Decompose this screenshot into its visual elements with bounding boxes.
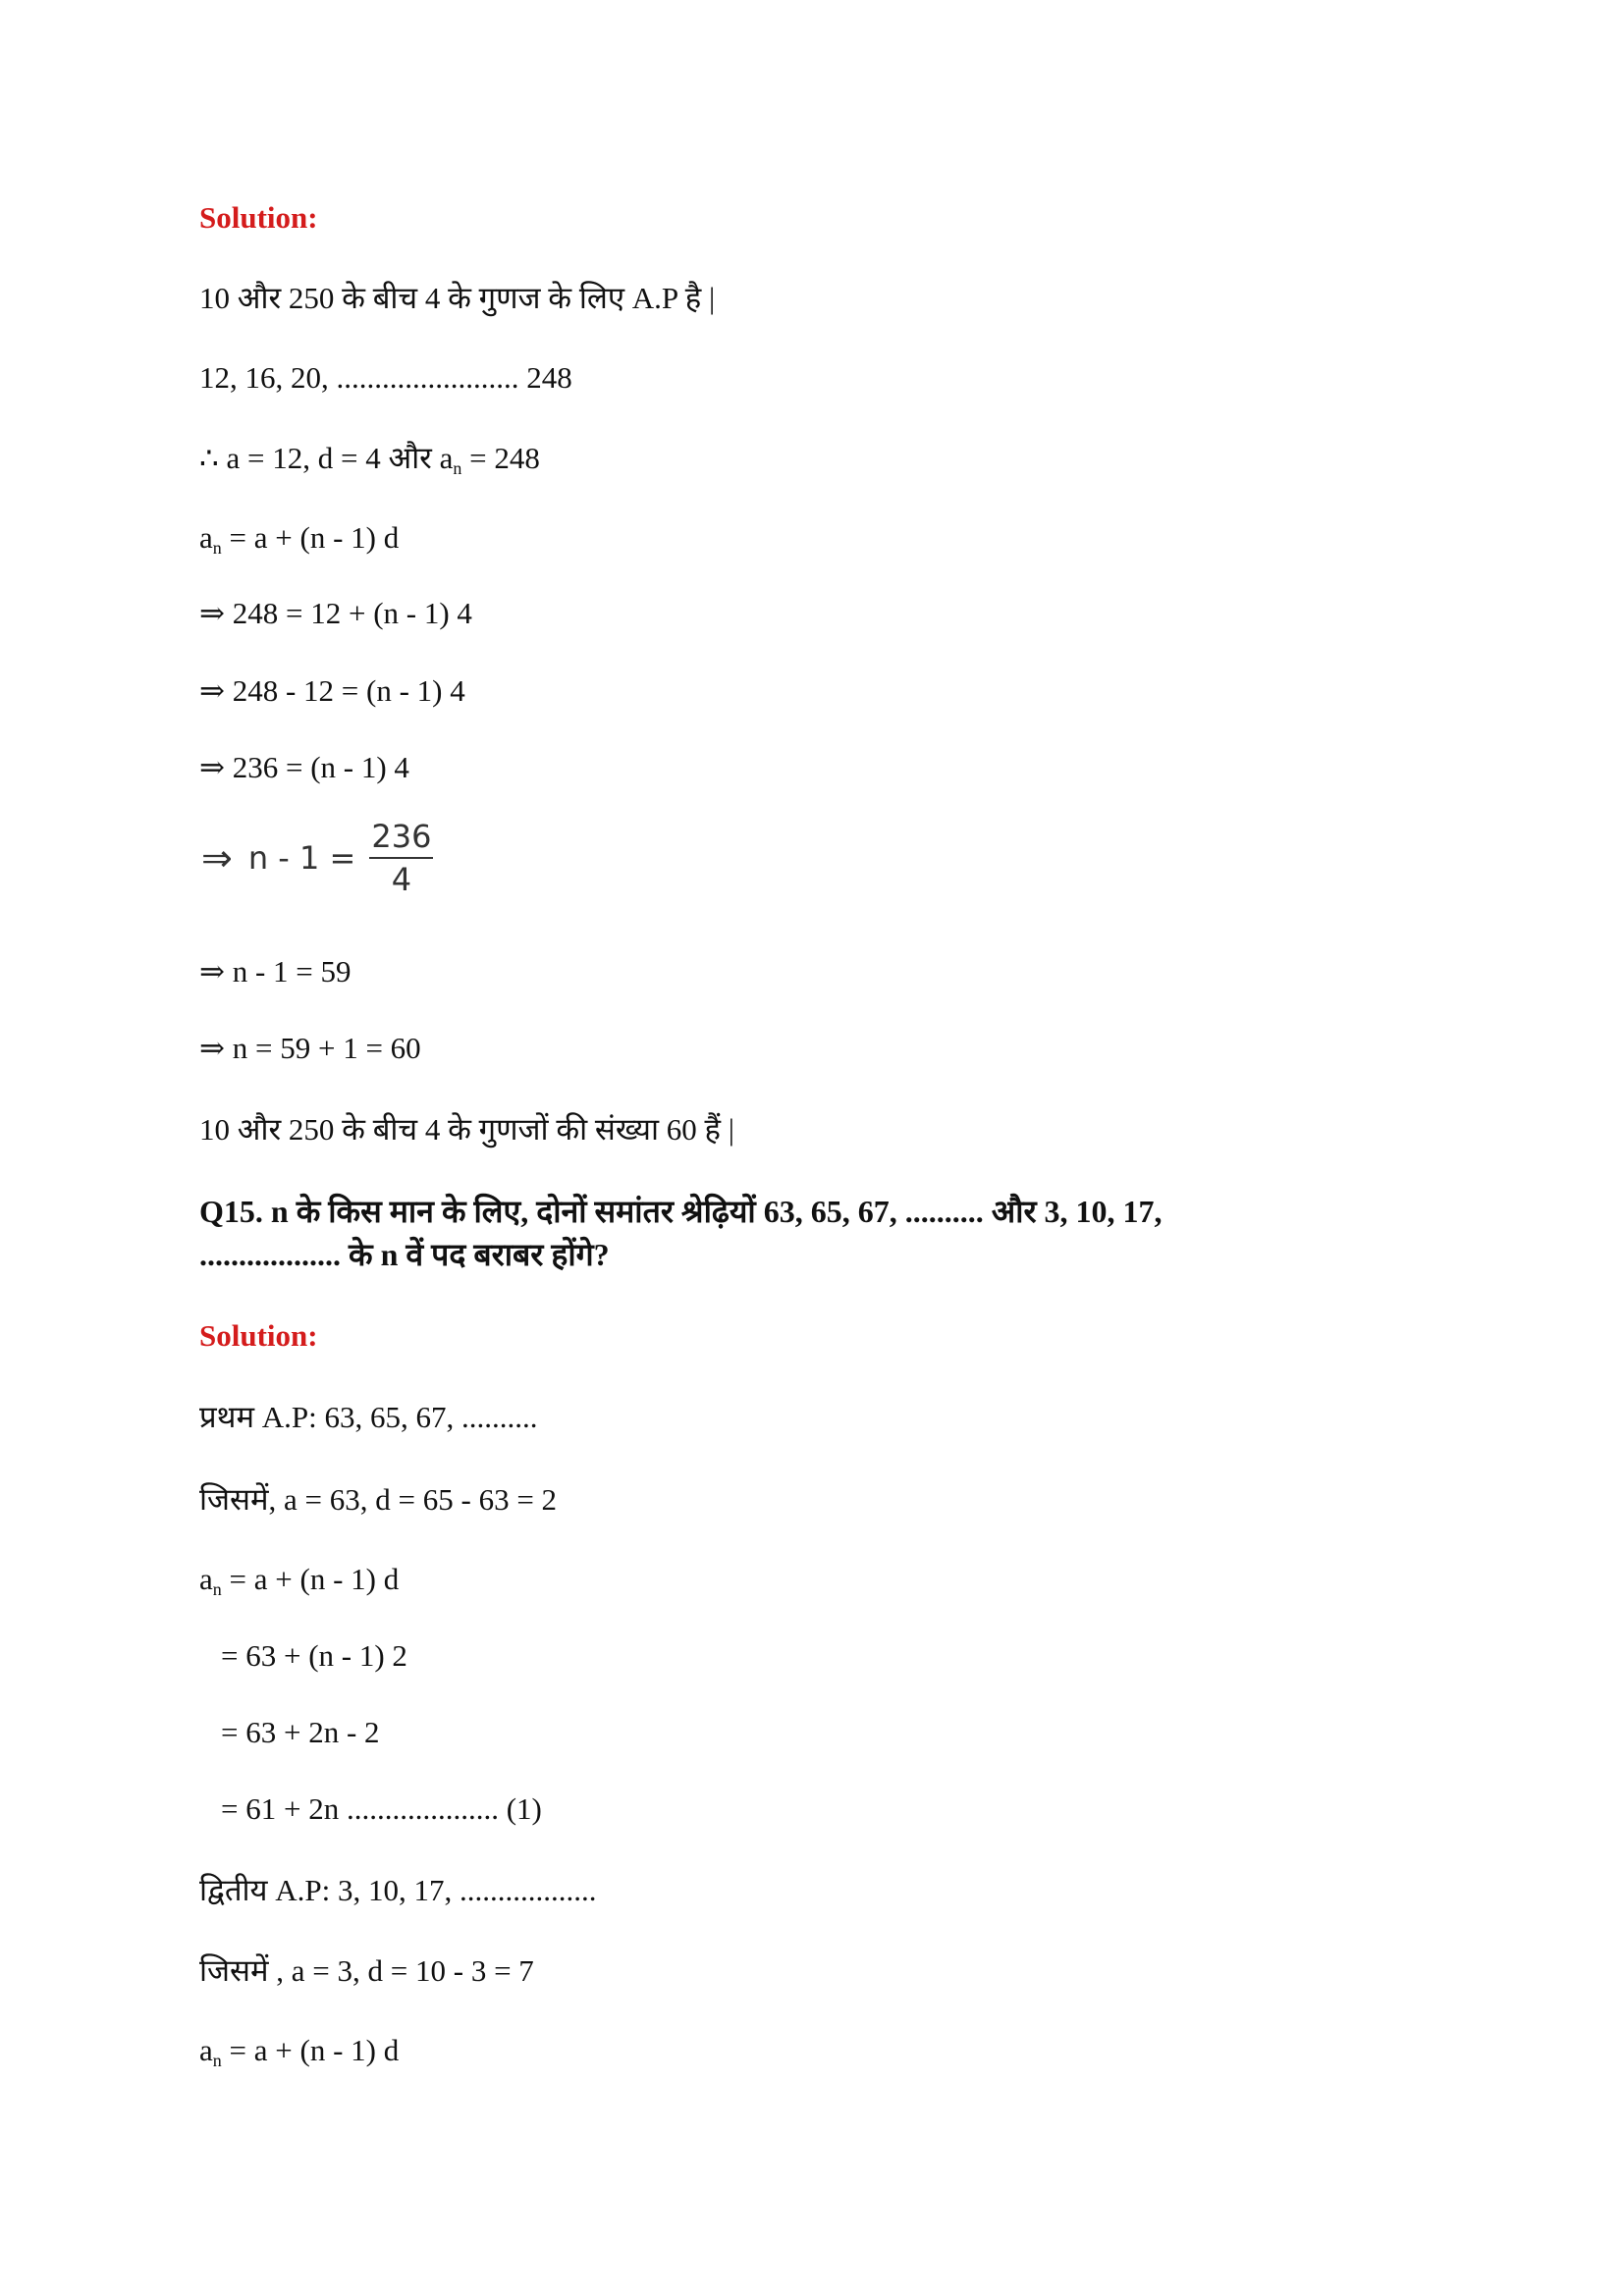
nth-term-formula-2: $a_n = a + (n - 1)$ d [199, 1562, 400, 1599]
implies-arrow: ⇒ [201, 836, 233, 880]
ap-series: 12, 16, 20, ........................ 248 [199, 360, 572, 395]
second-ap-values: जिसमें , a = 3, d = 10 - 3 = 7 [199, 1953, 534, 1988]
first-ap-line-3: = 61 + 2n .................... (1) [221, 1791, 542, 1826]
first-ap: प्रथम A.P: 63, 65, 67, .......... [199, 1400, 538, 1434]
nth-term-formula: $a_n = a + (n - 1)$ d [199, 520, 400, 558]
given-values: ∴ a = 12, d = 4 और $a_n = 248$ [199, 441, 540, 478]
step-6: ⇒ n = 59 + 1 = 60 [199, 1031, 421, 1065]
first-ap-line-1: = 63 + (n - 1) 2 [221, 1638, 407, 1673]
fraction-numerator: 236 [369, 818, 433, 859]
step-1: ⇒ 248 = 12 + (n - 1) 4 [199, 596, 472, 630]
first-ap-values: जिसमें, a = 63, d = 65 - 63 = 2 [199, 1482, 558, 1517]
step-5: ⇒ n - 1 = 59 [199, 954, 352, 988]
fraction-step [201, 818, 433, 898]
first-ap-line-2: = 63 + 2n - 2 [221, 1715, 380, 1749]
step-3: ⇒ 236 = (n - 1) 4 [199, 750, 409, 784]
fraction-lhs: n - 1 = [247, 839, 356, 877]
step-2: ⇒ 248 - 12 = (n - 1) 4 [199, 673, 465, 708]
nth-term-formula-3: $a_n = a + (n - 1)$ d [199, 2033, 400, 2070]
question-q15: Q15. n के किस मान के लिए, दोनों समांतर श्रेढ़ियों 63, 65, 67, .......... और 3, 10, 17, .................. के n वें पद बराबर होंगे? [199, 1194, 1163, 1272]
solution-heading-2: Solution: [199, 1318, 318, 1353]
solution-heading: Solution: [199, 200, 318, 235]
fraction [369, 818, 433, 898]
fraction-denominator: 4 [391, 861, 412, 898]
conclusion: 10 और 250 के बीच 4 के गुणजों की संख्या 60 हैं | [199, 1112, 734, 1147]
second-ap: द्वितीय A.P: 3, 10, 17, .................. [199, 1873, 597, 1907]
intro-text: 10 और 250 के बीच 4 के गुणज के लिए A.P है | [199, 281, 716, 315]
